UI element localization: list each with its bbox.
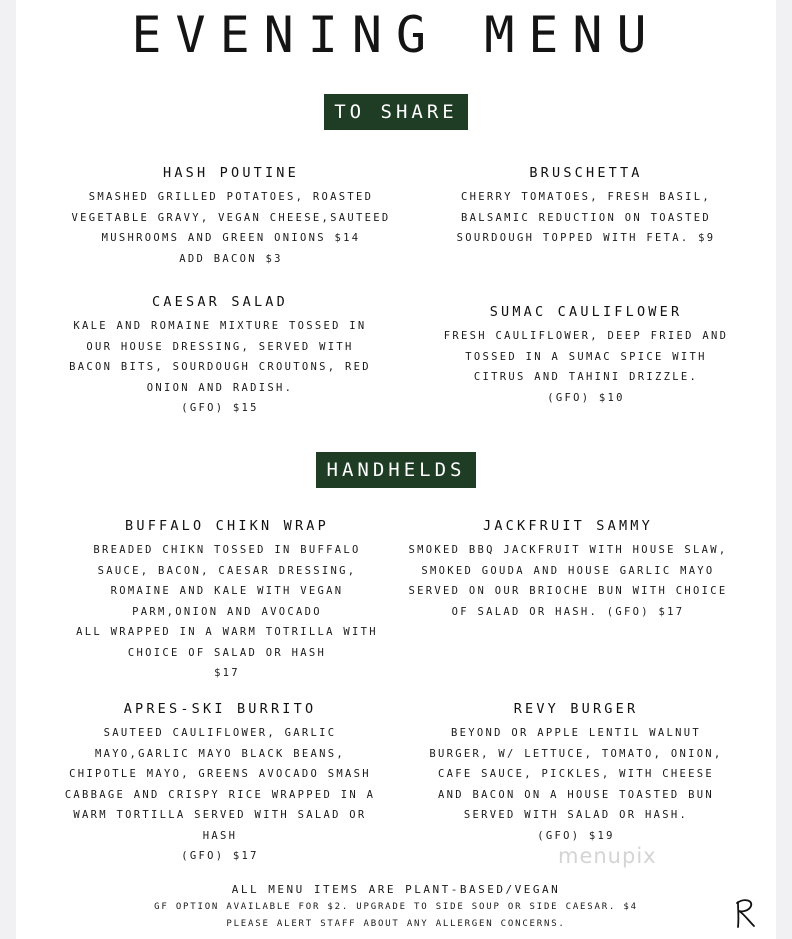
item-description-line: SMOKED GOUDA AND HOUSE GARLIC MAYO [421,564,715,577]
item-name: JACKFRUIT SAMMY [483,518,653,534]
item-description-line: TOSSED IN A SUMAC SPICE WITH [465,350,707,363]
item-description-line: KALE AND ROMAINE MIXTURE TOSSED IN [73,320,367,332]
menu-item-bruschetta [400,163,772,249]
item-description-line: ALL WRAPPED IN A WARM TOTRILLA WITH [76,626,378,638]
item-name: SUMAC CAULIFLOWER [489,304,683,320]
menu-item-jackfruit-sammy [392,516,744,622]
menu-item-sumac-cauliflower [400,302,772,408]
section-heading-to-share: TO SHARE [324,94,468,130]
item-price-line: (GFO) $15 [181,402,259,414]
item-description-line: BURGER, W/ LETTUCE, TOMATO, ONION, [429,747,723,760]
menu-item-caesar-salad [16,292,424,419]
item-description-line: CHOICE OF SALAD OR HASH [127,646,327,659]
item-name: BRUSCHETTA [529,165,643,181]
footer-allergen-note: PLEASE ALERT STAFF ABOUT ANY ALLERGEN CONCERNS. [226,919,566,929]
item-price-line: $17 [214,667,240,679]
item-description-line: SERVED ON OUR BRIOCHE BUN WITH CHOICE [408,585,728,597]
item-description-line: CHERRY TOMATOES, FRESH BASIL, [460,191,712,203]
item-description-line: MUSHROOMS AND GREEN ONIONS $14 [101,232,361,244]
item-description-line: VEGETABLE GRAVY, VEGAN CHEESE,SAUTEED [71,211,391,224]
item-description-line: BEYOND OR APPLE LENTIL WALNUT [450,727,702,739]
item-description-line: BALSAMIC REDUCTION ON TOASTED [460,211,712,224]
section-heading-handhelds: HANDHELDS [316,452,476,488]
item-description-line: OUR HOUSE DRESSING, SERVED WITH [86,340,354,353]
item-price-line: (GFO) $10 [547,391,625,404]
item-description-line: HASH [202,829,238,842]
menu-item-revy-burger [400,699,752,846]
footer-gf-option-note: GF OPTION AVAILABLE FOR $2. UPGRADE TO SIDE SOUP OR SIDE CAESAR. $4 [154,902,638,912]
item-description-line: SERVED WITH SALAD OR HASH. [463,809,689,821]
item-name: REVY BURGER [513,701,639,717]
item-description-line: SOURDOUGH TOPPED WITH FETA. $9 [456,232,716,244]
item-name: APRES-SKI BURRITO [123,701,317,717]
menu-title: EVENING MENU [131,6,661,64]
item-description-line: CABBAGE AND CRISPY RICE WRAPPED IN A [64,788,376,801]
menu-item-apres-ski-burrito [16,699,424,867]
menupix-watermark: menupix [558,844,657,868]
item-description-line: MAYO,GARLIC MAYO BLACK BEANS, [94,747,346,760]
item-description-line: CHIPOTLE MAYO, GREENS AVOCADO SMASH [69,768,371,780]
footer-vegan-note: ALL MENU ITEMS ARE PLANT-BASED/VEGAN [231,883,561,896]
item-description-line: SMASHED GRILLED POTATOES, ROASTED [88,191,374,203]
item-description-line: FRESH CAULIFLOWER, DEEP FRIED AND [443,330,729,342]
item-price-line: ADD BACON $3 [179,252,283,265]
item-name: CAESAR SALAD [152,294,288,310]
menu-item-hash-poutine [16,163,446,269]
item-description-line: PARM,ONION AND AVOCADO [132,605,322,618]
item-description-line: BACON BITS, SOURDOUGH CROUTONS, RED [69,361,371,373]
item-description-line: ROMAINE AND KALE WITH VEGAN [110,585,344,597]
item-description-line: CITRUS AND TAHINI DRIZZLE. [473,371,699,383]
item-description-line: AND BACON ON A HOUSE TOASTED BUN [438,788,714,801]
footer-notes [0,880,792,933]
item-description-line: OF SALAD OR HASH. (GFO) $17 [451,605,685,618]
item-price-line: (GFO) $17 [181,850,259,862]
item-description-line: WARM TORTILLA SERVED WITH SALAD OR [73,809,367,821]
item-name: BUFFALO CHIKN WRAP [125,518,329,534]
item-description-line: BREADED CHIKN TOSSED IN BUFFALO [93,544,361,556]
menu-item-buffalo-chikn-wrap [22,516,432,684]
item-price-line: (GFO) $19 [537,829,615,842]
item-description-line: SMOKED BBQ JACKFRUIT WITH HOUSE SLAW, [408,544,728,556]
item-description-line: ONION AND RADISH. [146,381,294,394]
item-description-line: SAUTEED CAULIFLOWER, GARLIC [103,727,337,739]
signature-r-icon [732,896,758,934]
item-description-line: SAUCE, BACON, CAESAR DRESSING, [97,564,357,577]
item-description-line: CAFE SAUCE, PICKLES, WITH CHEESE [438,768,714,780]
item-name: HASH POUTINE [163,165,299,181]
